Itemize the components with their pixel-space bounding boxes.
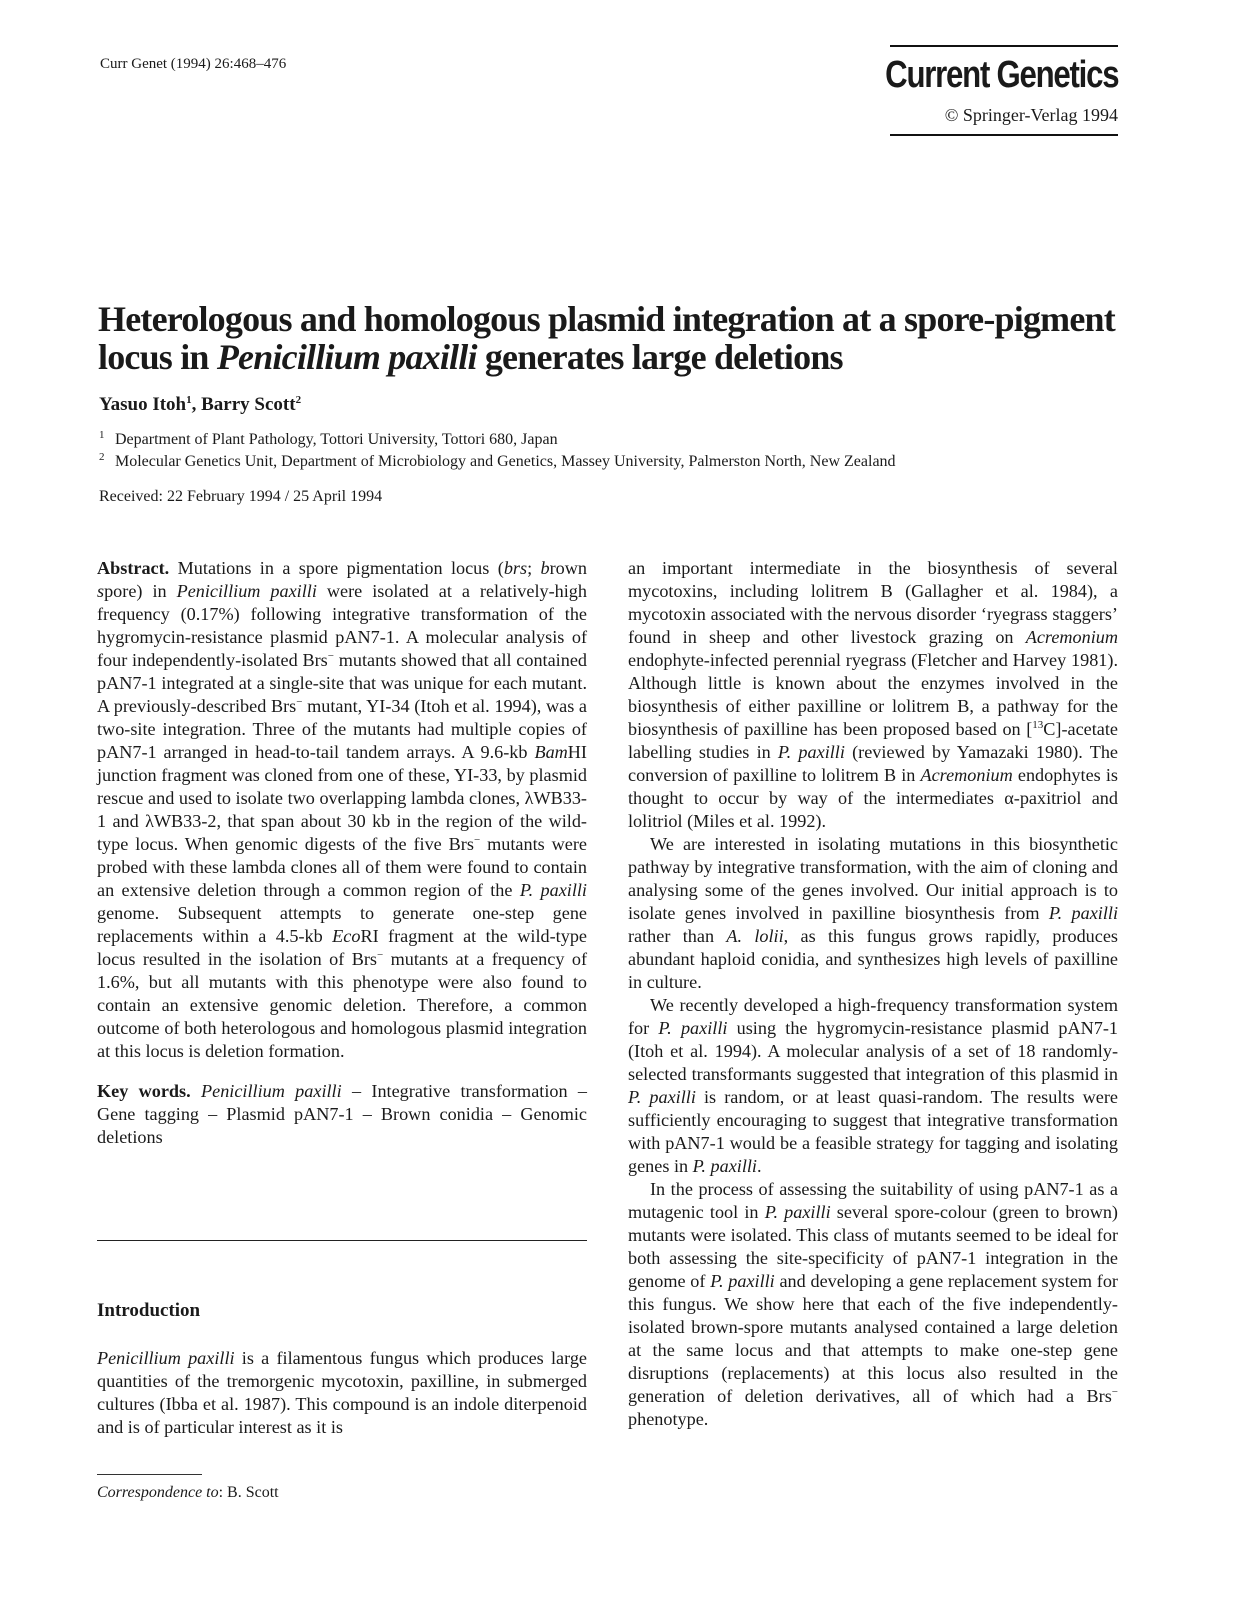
header-top-rule bbox=[890, 45, 1118, 47]
correspondence-note: Correspondence to: B. Scott bbox=[97, 1484, 279, 1501]
copyright-notice: © Springer-Verlag 1994 bbox=[944, 105, 1118, 125]
keywords-paragraph: Key words. Penicillium paxilli – Integrative transformation – Gene tagging – Plasmid pAN7-1 – Brown conidia – Genomic deletions bbox=[97, 1081, 587, 1147]
keywords-label: Key words. bbox=[97, 1081, 191, 1101]
author-name: Yasuo Itoh bbox=[99, 394, 187, 415]
body-paragraph-4: In the process of assessing the suitability of using pAN7-1 as a mutagenic tool in P. paxilli several spore-colour (green to brown) mutants were isolated. This class of mutants seemed to be ideal for both assessing the site-specificity of pAN7-1 integration in the genome of P. paxilli and developing a gene replacement system for this fungus. We show here that each of the five independently-isolated brown-spore mutants analysed contained a large deletion at the same locus and that attempts to make one-step gene disruptions (replacements) at this locus also resulted in the generation of deletion derivatives, all of which had a Brs− phenotype. bbox=[628, 1179, 1118, 1429]
body-paragraph-2: We are interested in isolating mutations in this biosynthetic pathway by integrative transformation, with the aim of cloning and analysing some of the genes involved. Our initial approach is to isolate genes involved in paxilline biosynthesis from P. paxilli rather than A. lolii, as this fungus grows rapidly, produces abundant haploid conidia, and synthesizes high levels of paxilline in culture. bbox=[628, 834, 1119, 992]
introduction-paragraph: Penicillium paxilli is a filamentous fungus which produces large quantities of the tremorgenic mycotoxin, paxilline, in submerged cultures (Ibba et al. 1987). This compound is an indole diterpenoid and is of particular interest as it is bbox=[97, 1348, 587, 1437]
author-name: Barry Scott bbox=[201, 394, 296, 415]
article-title: Heterologous and homologous plasmid integration at a spore-pigment locus in Penicillium paxilli generates large deletions bbox=[98, 299, 1115, 377]
affiliation-1: 1 Department of Plant Pathology, Tottori University, Tottori 680, Japan bbox=[99, 429, 558, 448]
received-dates: Received: 22 February 1994 / 25 April 1994 bbox=[99, 488, 383, 505]
footnote-rule bbox=[97, 1474, 202, 1475]
author-list: Yasuo Itoh$^1$, Barry Scott$^2$ bbox=[99, 394, 302, 415]
journal-title: Current Genetics bbox=[884, 54, 1118, 96]
journal-citation: Curr Genet (1994) 26:468–476 bbox=[100, 56, 287, 72]
section-heading-introduction: Introduction bbox=[97, 1300, 201, 1321]
left-column bbox=[97, 557, 587, 1149]
abstract-label: Abstract. bbox=[97, 558, 170, 578]
body-paragraph-3: We recently developed a high-frequency transformation system for P. paxilli using the hygromycin-resistance plasmid pAN7-1 (Itoh et al. 1994). A molecular analysis of a set of 18 randomly-selected transformants suggested that integration of this plasmid in P. paxilli is random, or at least quasi-random. The results were sufficiently encouraging to suggest that integrative transformation with pAN7-1 would be a feasible strategy for tagging and isolating genes in P. paxilli. bbox=[628, 995, 1118, 1176]
affiliation-2: 2 Molecular Genetics Unit, Department of Microbiology and Genetics, Massey University, Palmerston North, New Zealand bbox=[99, 451, 896, 470]
section-divider bbox=[97, 1240, 587, 1241]
right-column bbox=[628, 557, 1118, 1431]
header-bottom-rule bbox=[890, 134, 1118, 136]
abstract-paragraph: Abstract. Mutations in a spore pigmentation locus (brs; brown spore) in Penicillium paxilli were isolated at a relatively-high frequency (0.17%) following integrative transformation of the hygromycin-resistance plasmid pAN7-1. A molecular analysis of four independently-isolated Brs− mutants showed that all contained pAN7-1 integrated at a single-site that was unique for each mutant. A previously-described Brs− mutant, YI-34 (Itoh et al. 1994), was a two-site integration. Three of the mutants had multiple copies of pAN7-1 arranged in head-to-tail tandem arrays. A 9.6-kb BamHI junction fragment was cloned from one of these, YI-33, by plasmid rescue and used to isolate two overlapping lambda clones, λWB33-1 and λWB33-2, that span about 30 kb in the region of the wild-type locus. When genomic digests of the five Brs− mutants were probed with these lambda clones all of them were found to contain an extensive deletion through a common region of the P. paxilli genome. Subsequent attempts to generate one-step gene replacements within a 4.5-kb EcoRI fragment at the wild-type locus resulted in the isolation of Brs− mutants at a frequency of 1.6%, but all mutants with this phenotype were also found to contain an extensive genomic deletion. Therefore, a common outcome of both heterologous and homologous plasmid integration at this locus is deletion formation. bbox=[97, 558, 587, 1061]
body-paragraph-1: an important intermediate in the biosynthesis of several mycotoxins, including lolitrem B (Gallagher et al. 1984), a mycotoxin associated with the nervous disorder ‘ryegrass staggers’ found in sheep and other livestock grazing on Acremonium endophyte-infected perennial ryegrass (Fletcher and Harvey 1981). Although little is known about the enzymes involved in the biosynthesis of either paxilline or lolitrem B, a pathway for the biosynthesis of paxilline has been proposed based on [$^{13}$C]-acetate labelling studies in P. paxilli (reviewed by Yamazaki 1980). The conversion of paxilline to lolitrem B in Acremonium endophytes is thought to occur by way of the intermediates α-paxitriol and lolitriol (Miles et al. 1992). bbox=[628, 558, 1118, 831]
